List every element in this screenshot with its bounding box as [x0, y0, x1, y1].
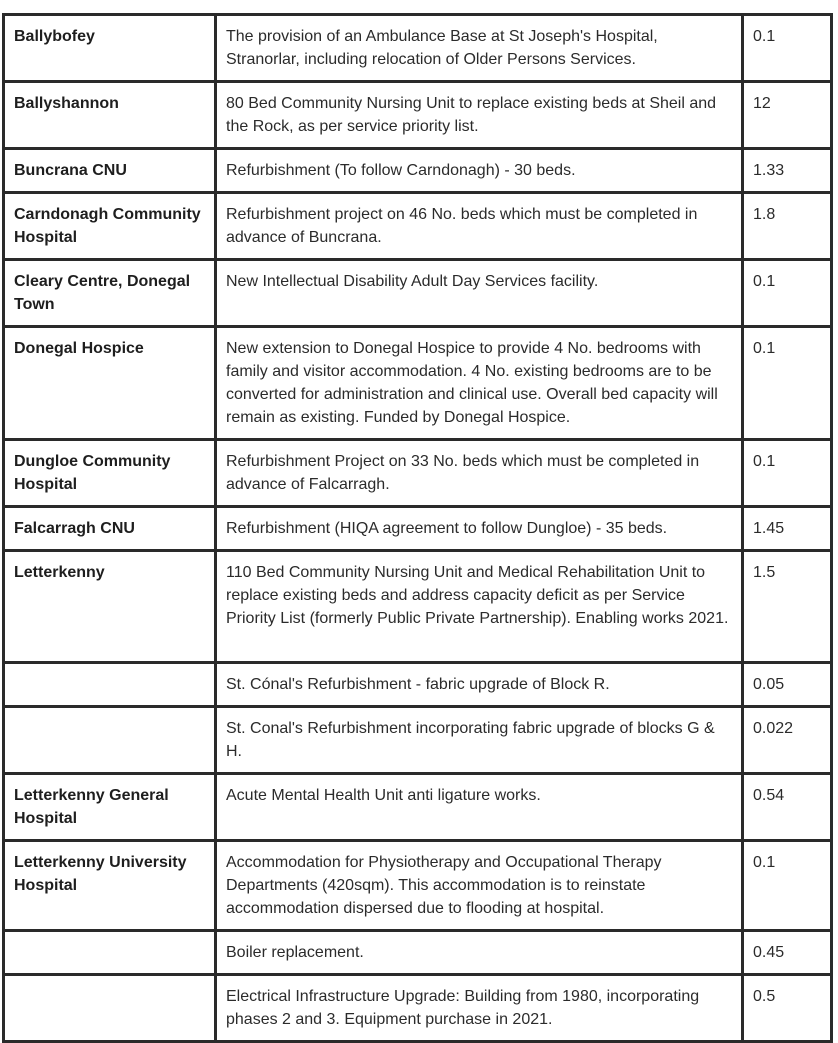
- value-cell: 0.1: [743, 260, 832, 327]
- description-cell: Refurbishment Project on 33 No. beds which must be completed in advance of Falcarragh.: [216, 440, 743, 507]
- table-row: [4, 193, 832, 260]
- table-row: [4, 82, 832, 149]
- value-cell: 12: [743, 82, 832, 149]
- location-cell: [4, 931, 216, 975]
- value-cell: 0.54: [743, 774, 832, 841]
- location-cell: Falcarragh CNU: [4, 507, 216, 551]
- table-row: [4, 15, 832, 82]
- description-cell: St. Conal's Refurbishment incorporating fabric upgrade of blocks G & H.: [216, 707, 743, 774]
- description-cell: Electrical Infrastructure Upgrade: Building from 1980, incorporating phases 2 and 3. Equipment purchase in 2021.: [216, 975, 743, 1042]
- table-row: [4, 149, 832, 193]
- description-cell: The provision of an Ambulance Base at St Joseph's Hospital, Stranorlar, including relocation of Older Persons Services.: [216, 15, 743, 82]
- location-cell: Buncrana CNU: [4, 149, 216, 193]
- value-cell: 0.1: [743, 15, 832, 82]
- location-cell: Letterkenny: [4, 551, 216, 663]
- description-cell: Boiler replacement.: [216, 931, 743, 975]
- table-row: [4, 975, 832, 1042]
- location-cell: Carndonagh Community Hospital: [4, 193, 216, 260]
- description-cell: Refurbishment (To follow Carndonagh) - 30 beds.: [216, 149, 743, 193]
- value-cell: 1.45: [743, 507, 832, 551]
- location-cell: Cleary Centre, Donegal Town: [4, 260, 216, 327]
- table-row: [4, 774, 832, 841]
- location-cell: Ballybofey: [4, 15, 216, 82]
- table-row: [4, 663, 832, 707]
- location-cell: Donegal Hospice: [4, 327, 216, 440]
- table-row: [4, 931, 832, 975]
- table-row: [4, 507, 832, 551]
- description-cell: New Intellectual Disability Adult Day Services facility.: [216, 260, 743, 327]
- value-cell: 1.5: [743, 551, 832, 663]
- location-cell: Letterkenny University Hospital: [4, 841, 216, 931]
- description-cell: Accommodation for Physiotherapy and Occupational Therapy Departments (420sqm). This accommodation is to reinstate accommodation dispersed due to flooding at hospital.: [216, 841, 743, 931]
- value-cell: 0.05: [743, 663, 832, 707]
- value-cell: 0.1: [743, 327, 832, 440]
- value-cell: 1.33: [743, 149, 832, 193]
- table-body: [4, 15, 832, 1042]
- location-cell: Dungloe Community Hospital: [4, 440, 216, 507]
- description-cell: St. Cónal's Refurbishment - fabric upgrade of Block R.: [216, 663, 743, 707]
- description-cell: 80 Bed Community Nursing Unit to replace existing beds at Sheil and the Rock, as per service priority list.: [216, 82, 743, 149]
- description-cell: Refurbishment (HIQA agreement to follow Dungloe) - 35 beds.: [216, 507, 743, 551]
- value-cell: 0.1: [743, 440, 832, 507]
- location-cell: Ballyshannon: [4, 82, 216, 149]
- location-cell: Letterkenny General Hospital: [4, 774, 216, 841]
- value-cell: 0.022: [743, 707, 832, 774]
- table-row: [4, 707, 832, 774]
- table-row: [4, 841, 832, 931]
- table-row: [4, 551, 832, 663]
- table-row: [4, 327, 832, 440]
- value-cell: 0.45: [743, 931, 832, 975]
- value-cell: 0.1: [743, 841, 832, 931]
- value-cell: 1.8: [743, 193, 832, 260]
- description-cell: Acute Mental Health Unit anti ligature works.: [216, 774, 743, 841]
- description-cell: New extension to Donegal Hospice to provide 4 No. bedrooms with family and visitor accommodation. 4 No. existing bedrooms are to be converted for administration and clinical use. Overall bed capacity will remain as existing. Funded by Donegal Hospice.: [216, 327, 743, 440]
- value-cell: 0.5: [743, 975, 832, 1042]
- location-cell: [4, 663, 216, 707]
- table-row: [4, 440, 832, 507]
- location-cell: [4, 975, 216, 1042]
- description-cell: 110 Bed Community Nursing Unit and Medical Rehabilitation Unit to replace existing beds and address capacity deficit as per Service Priority List (formerly Public Private Partnership). Enabling works 2021.: [216, 551, 743, 663]
- location-cell: [4, 707, 216, 774]
- description-cell: Refurbishment project on 46 No. beds which must be completed in advance of Buncrana.: [216, 193, 743, 260]
- table-row: [4, 260, 832, 327]
- capital-projects-table: [2, 13, 833, 1043]
